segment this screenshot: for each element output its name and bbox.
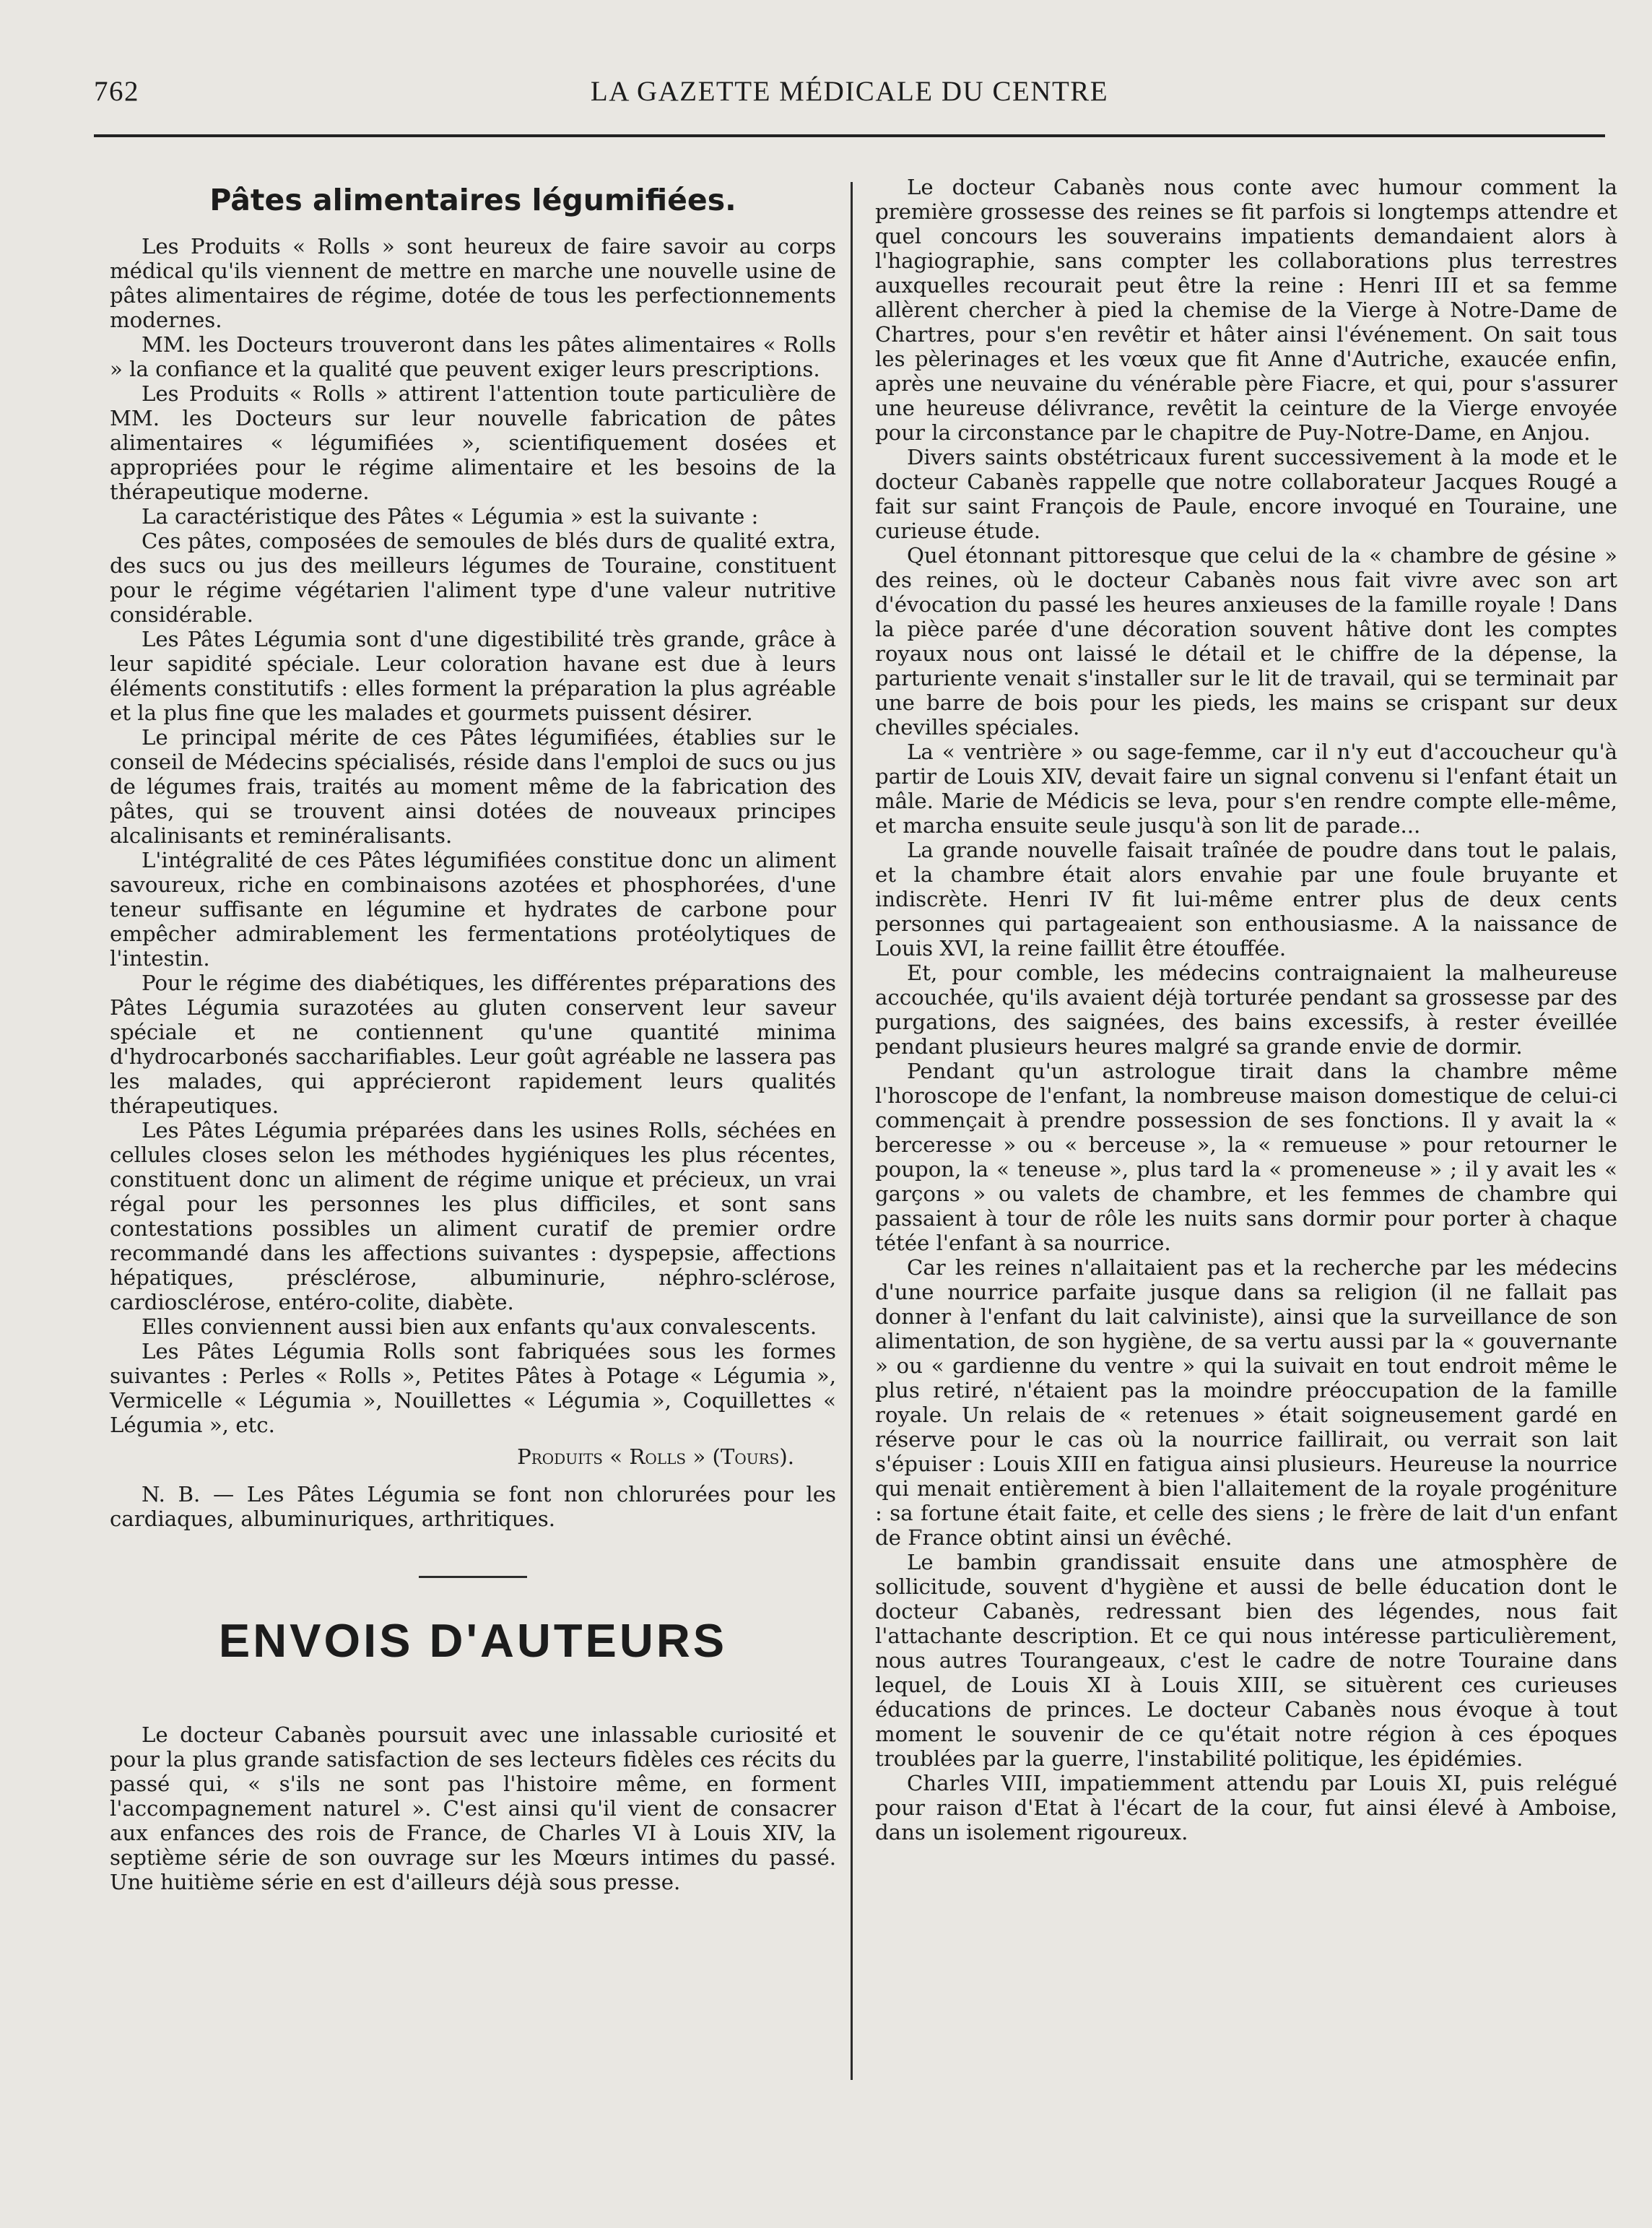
paragraph: Elles conviennent aussi bien aux enfants qu'aux convalescents.	[142, 1314, 817, 1339]
section-separator	[419, 1576, 527, 1578]
paragraph: Quel étonnant pittoresque que celui de la « chambre de gésine » des reines, où le docteur Cabanès nous fait vivre avec son art d'évocation du passé les heures anxieuses de la famille royale ! Dans la pièce parée d'une décoration souvent hâtive dont les comptes royaux nous ont laissé le détail et le chiffre de la dépense, la parturiente venait s'installer sur le lit de travail, qui se terminait par une barre de bois pour les pieds, les mains se crispant sur deux chevilles spéciales.	[875, 543, 1617, 740]
page-number: 762	[94, 76, 139, 107]
paragraph: Pendant qu'un astrologue tirait dans la chambre même l'horoscope de l'enfant, la nombreuse maison domestique de celui-ci commençait à prendre possession de ses fonctions. Il y avait la « berceresse » ou « berceuse », la « remueuse » pour retourner le poupon, la « teneuse », plus tard la « promeneuse » ; il y avait les « garçons » ou valets de chambre, et les femmes de chambre qui passaient à tour de rôle les nuits sans dormir pour porter à chaque tétée l'enfant à sa nourrice.	[875, 1059, 1617, 1255]
nota-bene: N. B. — Les Pâtes Légumia se font non chlorurées pour les cardiaques, albuminuriques, arthritiques.	[110, 1482, 836, 1531]
header-rule	[94, 134, 1605, 137]
paragraph: Les Pâtes Légumia préparées dans les usines Rolls, séchées en cellules closes selon les méthodes hygiéniques les plus récentes, constituent donc un aliment de régime unique et précieux, un vrai régal pour les personnes les plus difficiles, et sont sans contestations possibles un aliment curatif de premier ordre recommandé dans les affections suivantes : dyspepsie, affections hépatiques, présclérose, albuminurie, néphro-sclérose, cardiosclérose, entéro-colite, diabète.	[110, 1118, 836, 1314]
paragraph: Les Produits « Rolls » sont heureux de faire savoir au corps médical qu'ils viennent de mettre en marche une nouvelle usine de pâtes alimentaires de régime, dotée de tous les perfectionnements modernes.	[110, 234, 836, 332]
journal-title: LA GAZETTE MÉDICALE DU CENTRE	[590, 76, 1109, 107]
section-title-envois: ENVOIS D'AUTEURS	[218, 1614, 728, 1667]
paragraph: MM. les Docteurs trouveront dans les pâtes alimentaires « Rolls » la confiance et la qualité que peuvent exiger leurs prescriptions.	[110, 332, 836, 381]
paragraph: Ces pâtes, composées de semoules de blés durs de qualité extra, des sucs ou jus des meilleurs légumes de Touraine, constituent pour le régime végétarien l'aliment type d'une valeur nutritive considérable.	[110, 529, 836, 627]
paragraph: Les Pâtes Légumia sont d'une digestibilité très grande, grâce à leur sapidité spéciale. Leur coloration havane est due à leurs éléments constitutifs : elles forment la préparation la plus agréable et la plus fine que les malades et gourmets puissent désirer.	[110, 627, 836, 725]
paragraph: Le bambin grandissait ensuite dans une atmosphère de sollicitude, souvent d'hygiène et aussi de belle éducation dont le docteur Cabanès, redressant bien des légendes, nous fait l'attachante description. Et ce qui nous intéresse particulièrement, nous autres Tourangeaux, c'est le cadre de notre Touraine dans lequel, de Louis XI à Louis XIII, se situèrent ces curieuses éducations de princes. Le docteur Cabanès nous évoque à tout moment le souvenir de ce qu'était notre région à ces époques troublées par la guerre, l'instabilité politique, les épidémies.	[875, 1550, 1617, 1771]
advertiser-signature: Produits « Rolls » (Tours).	[517, 1444, 794, 1469]
paragraph: La caractéristique des Pâtes « Légumia » est la suivante :	[142, 504, 759, 529]
paragraph: Les Pâtes Légumia Rolls sont fabriquées sous les formes suivantes : Perles « Rolls », Petites Pâtes à Potage « Légumia », Vermicelle « Légumia », Nouillettes « Légumia », Coquillettes « Légumia », etc.	[110, 1339, 836, 1437]
paragraph: La grande nouvelle faisait traînée de poudre dans tout le palais, et la chambre était alors envahie par une foule bruyante et indiscrète. Henri IV fit lui-même entrer plus de deux cents personnes qui partageaient son enthousiasme. A la naissance de Louis XVI, la reine faillit être étouffée.	[875, 838, 1617, 961]
paragraph: Le docteur Cabanès poursuit avec une inlassable curiosité et pour la plus grande satisfaction de ses lecteurs fidèles ces récits du passé qui, « s'ils ne sont pas l'histoire même, en forment l'accompagnement naturel ». C'est ainsi qu'il vient de consacrer aux enfances des rois de France, de Charles VI à Louis XIV, la septième série de son ouvrage sur les Mœurs intimes du passé. Une huitième série en est d'ailleurs déjà sous presse.	[110, 1722, 836, 1894]
section-title-pates: Pâtes alimentaires légumifiées.	[209, 183, 736, 217]
paragraph: L'intégralité de ces Pâtes légumifiées constitue donc un aliment savoureux, riche en combinaisons azotées et phosphorées, d'une teneur suffisante en légumine et hydrates de carbone pour empêcher admirablement les fermentations protéolytiques de l'intestin.	[110, 848, 836, 971]
running-header	[94, 72, 1605, 116]
paragraph: Le docteur Cabanès nous conte avec humour comment la première grossesse des reines se fit parfois si longtemps attendre et quel concours les souverains impatients demandaient alors à l'hagiographie, sans compter les collaborations plus terrestres auxquelles recourait peut être la reine : Henri III et sa femme allèrent chercher à pied la chemise de la Vierge à Notre-Dame de Chartres, pour s'en revêtir et hâter ainsi l'événement. On sait tous les pèlerinages et les vœux que fit Anne d'Autriche, exaucée enfin, après une neuvaine du vénérable père Fiacre, et qui, pour s'assurer une heureuse délivrance, revêtit la ceinture de la Vierge envoyée pour la circonstance par le chapitre de Puy-Notre-Dame, en Anjou.	[875, 175, 1617, 445]
paragraph: Divers saints obstétricaux furent successivement à la mode et le docteur Cabanès rappelle que notre collaborateur Jacques Rougé a fait sur saint François de Paule, encore invoqué en Touraine, une curieuse étude.	[875, 445, 1617, 543]
paragraph: Pour le régime des diabétiques, les différentes préparations des Pâtes Légumia surazotées au gluten conservent leur saveur spéciale et ne contiennent qu'une quantité minima d'hydrocarbonés saccharifiables. Leur goût agréable ne lassera pas les malades, qui apprécieront rapidement leurs qualités thérapeutiques.	[110, 971, 836, 1118]
column-divider	[851, 182, 853, 2080]
paragraph: Charles VIII, impatiemment attendu par Louis XI, puis relégué pour raison d'Etat à l'écart de la cour, fut ainsi élevé à Amboise, dans un isolement rigoureux.	[875, 1771, 1617, 1845]
paragraph: Les Produits « Rolls » attirent l'attention toute particulière de MM. les Docteurs sur leur nouvelle fabrication de pâtes alimentaires « légumifiées », scientifiquement dosées et appropriées pour le régime alimentaire et les besoins de la thérapeutique moderne.	[110, 381, 836, 504]
paragraph: La « ventrière » ou sage-femme, car il n'y eut d'accoucheur qu'à partir de Louis XIV, devait faire un signal convenu si l'enfant était un mâle. Marie de Médicis se leva, pour s'en rendre compte elle-même, et marcha ensuite seule jusqu'à son lit de parade...	[875, 740, 1617, 838]
right-column	[875, 175, 1617, 1845]
paragraph: Car les reines n'allaitaient pas et la recherche par les médecins d'une nourrice parfaite jusque dans sa religion (il ne fallait pas donner à l'enfant du lait calviniste), ainsi que la surveillance de son alimentation, de son hygiène, de sa vertu aussi par la « gouvernante » ou « gardienne du ventre » qui la suivait en tout endroit même le plus retiré, n'étaient pas la moindre préoccupation de la famille royale. Un relais de « retenues » était soigneusement gardé en réserve pour le cas où la nourrice faillirait, ou verrait son lait s'épuiser : Louis XIII en fatigua ainsi plusieurs. Heureuse la nourrice qui menait entièrement à bien l'allaitement de la royale progéniture : sa fortune était faite, et celle des siens ; le frère de lait d'un enfant de France obtint ainsi un évêché.	[875, 1255, 1617, 1550]
paragraph: Et, pour comble, les médecins contraignaient la malheureuse accouchée, qu'ils avaient déjà torturée pendant sa grossesse par des purgations, des saignées, des bains excessifs, à rester éveillée pendant plusieurs heures malgré sa grande envie de dormir.	[875, 961, 1617, 1059]
paragraph: Le principal mérite de ces Pâtes légumifiées, établies sur le conseil de Médecins spécialisés, réside dans l'emploi de sucs ou jus de légumes frais, traités au moment même de la fabrication des pâtes, qui se trouvent ainsi dotées de nouveaux principes alcalinisants et reminéralisants.	[110, 725, 836, 848]
left-column	[110, 182, 836, 1894]
